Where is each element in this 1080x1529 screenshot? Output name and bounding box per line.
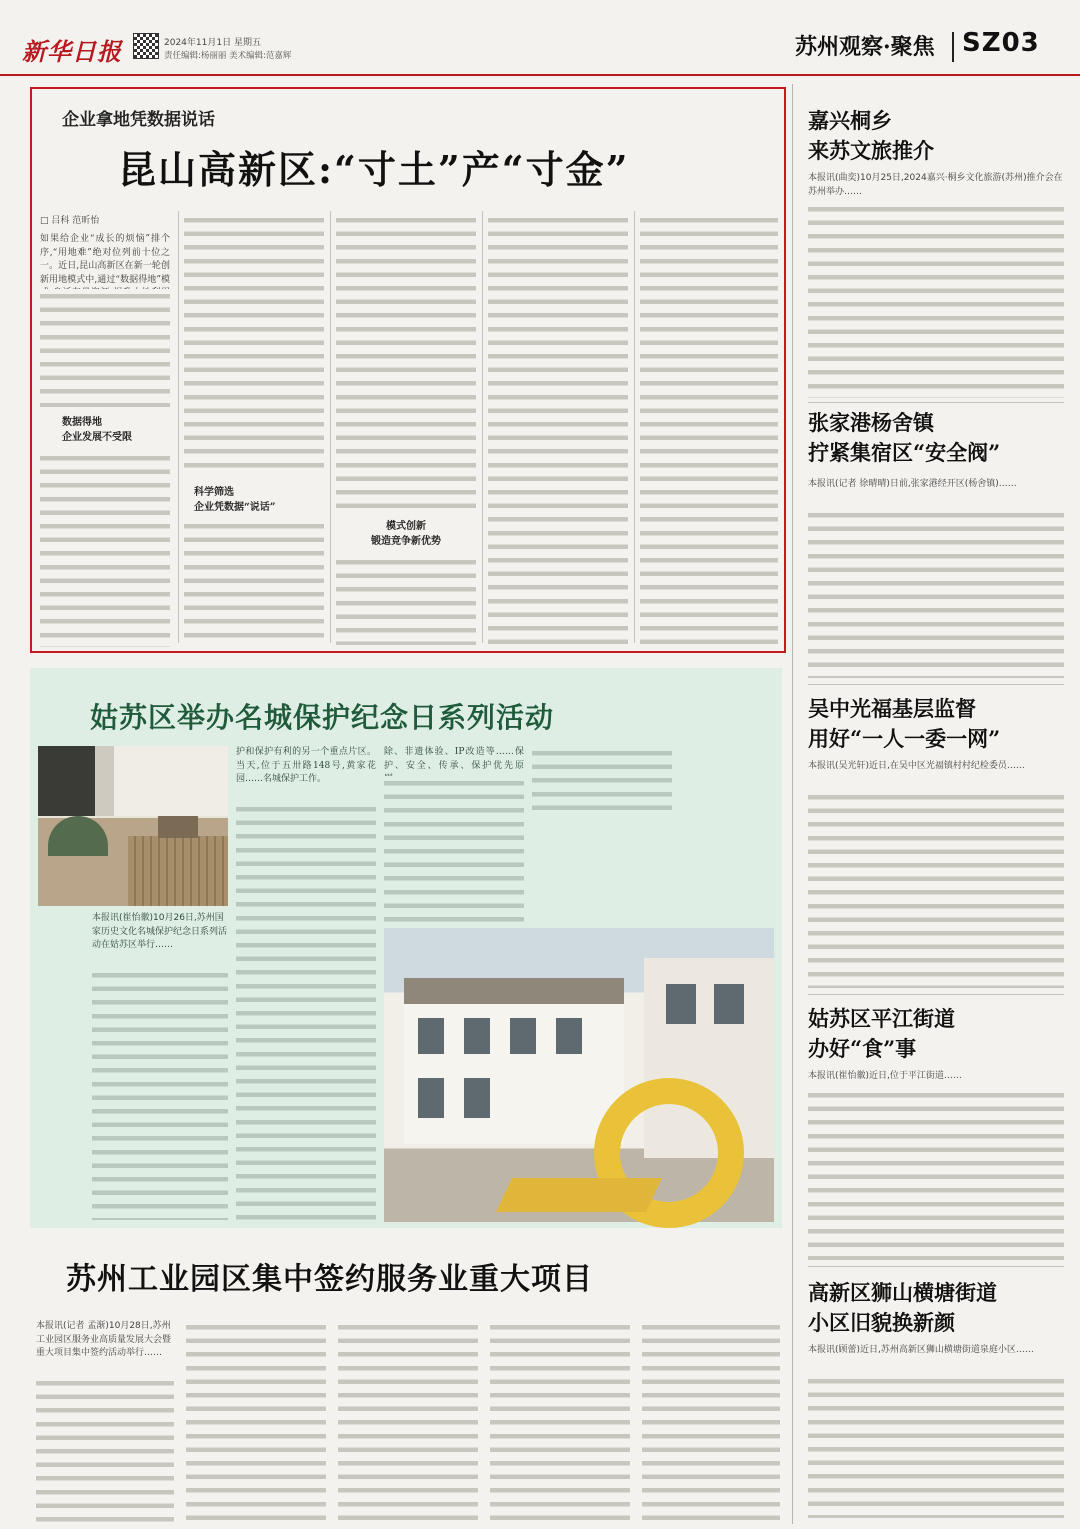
masthead-section: 苏州观察·聚焦 <box>795 34 935 60</box>
text-column <box>808 790 1064 988</box>
sidebar-divider <box>808 1266 1064 1267</box>
sidebar-title: 吴中光福基层监督 用好“一人一委一网” <box>808 696 1001 751</box>
text-column <box>490 1320 630 1522</box>
sidebar-byline: 本报讯(崔怡徽)近日,位于平江街道…… <box>808 1071 962 1081</box>
lead-subhead-1: 数据得地 企业发展不受限 <box>62 417 132 443</box>
text-column <box>40 451 170 647</box>
text-column <box>92 968 228 1220</box>
text-column <box>338 1320 478 1522</box>
sidebar-byline: 本报讯(记者 徐晴晴)日前,张家港经开区(杨舍镇)…… <box>808 479 1017 489</box>
sidebar-title: 高新区狮山横塘街道 小区旧貌换新颜 <box>808 1280 997 1335</box>
lead-subhead-2: 科学筛选 企业凭数据“说话” <box>194 487 276 513</box>
suzhou-byline: 本报讯(记者 孟渐)10月28日,苏州工业园区服务业高质量发展大会暨重大项目集中签约活动举行…… <box>36 1321 172 1359</box>
text-column <box>336 213 476 513</box>
column-rule <box>178 211 179 643</box>
lead-headline: 昆山高新区:“寸土”产“寸金” <box>118 147 630 192</box>
masthead <box>0 0 1080 84</box>
gusu-paragraph: 除、非遗体验、IP改造等……保护、安全、传承、保护优先原 <box>384 747 524 771</box>
sidebar-title: 姑苏区平江街道 办好“食”事 <box>808 1006 955 1061</box>
lead-byline: □ 吕科 范昕怡 <box>40 216 100 226</box>
text-column <box>532 746 672 812</box>
gusu-byline: 本报讯(崔怡徽)10月26日,苏州国家历史文化名城保护纪念日系列活动在姑苏区举行…… <box>92 913 228 951</box>
gusu-headline: 姑苏区举办名城保护纪念日系列活动 <box>90 701 555 734</box>
masthead-divider <box>952 32 954 62</box>
lead-story-box <box>30 87 786 653</box>
text-column <box>488 213 628 645</box>
text-column <box>384 776 524 926</box>
sidebar <box>800 84 1070 1524</box>
sidebar-title: 张家港杨舍镇 拧紧集宿区“安全阀” <box>808 410 1001 465</box>
sidebar-title: 嘉兴桐乡 来苏文旅推介 <box>808 108 934 163</box>
masthead-editor: 责任编辑:杨丽丽 美术编辑:范嘉辉 <box>164 51 292 61</box>
text-column <box>184 519 324 645</box>
text-column <box>336 555 476 645</box>
text-column <box>186 1320 326 1522</box>
building-photo <box>384 928 774 1222</box>
suzhou-section <box>30 1240 782 1529</box>
text-column <box>40 289 170 407</box>
text-column <box>236 802 376 1220</box>
text-column <box>808 508 1064 678</box>
masthead-rule <box>0 74 1080 76</box>
gusu-paragraph: 护和保护有利的另一个重点片区。当天,位于五卅路148号,黄家花园……名城保护工作。 <box>236 747 376 785</box>
page-column-rule <box>792 84 793 1524</box>
sidebar-byline: 本报讯(吴光轩)近日,在吴中区光福镇村村纪检委员…… <box>808 761 1025 771</box>
column-rule <box>330 211 331 643</box>
courtyard-photo <box>38 746 228 906</box>
text-column <box>642 1320 780 1522</box>
suzhou-headline: 苏州工业园区集中签约服务业重大项目 <box>66 1262 593 1297</box>
lead-kicker: 企业拿地凭数据说话 <box>62 110 215 130</box>
gusu-feature <box>30 668 782 1228</box>
lead-paragraph: 如果给企业“成长的烦恼”排个序,“用地难”绝对位列前十位之一。近日,昆山高新区在新一轮创新用地模式中,通过“数据得地”模 <box>40 234 170 285</box>
text-column <box>640 213 778 645</box>
qr-code-icon <box>133 33 159 59</box>
sidebar-divider <box>808 684 1064 685</box>
column-rule <box>482 211 483 643</box>
sidebar-byline: 本报讯(曲奕)10月25日,2024嘉兴·桐乡文化旅游(苏州)推介会在苏州举办…… <box>808 173 1063 197</box>
text-column <box>808 202 1064 398</box>
sidebar-byline: 本报讯(顾蕾)近日,苏州高新区狮山横塘街道泉庭小区…… <box>808 1345 1034 1355</box>
column-rule <box>634 211 635 643</box>
sidebar-divider <box>808 402 1064 403</box>
masthead-date: 2024年11月1日 星期五 <box>164 38 261 48</box>
text-column <box>808 1088 1064 1260</box>
text-column <box>808 1374 1064 1518</box>
text-column <box>184 213 324 469</box>
lead-subhead-3: 模式创新 锻造竞争新优势 <box>371 521 441 547</box>
text-column <box>36 1376 174 1522</box>
masthead-logo: 新华日报 <box>22 37 122 66</box>
page-number: SZ03 <box>962 28 1040 58</box>
sidebar-divider <box>808 994 1064 995</box>
